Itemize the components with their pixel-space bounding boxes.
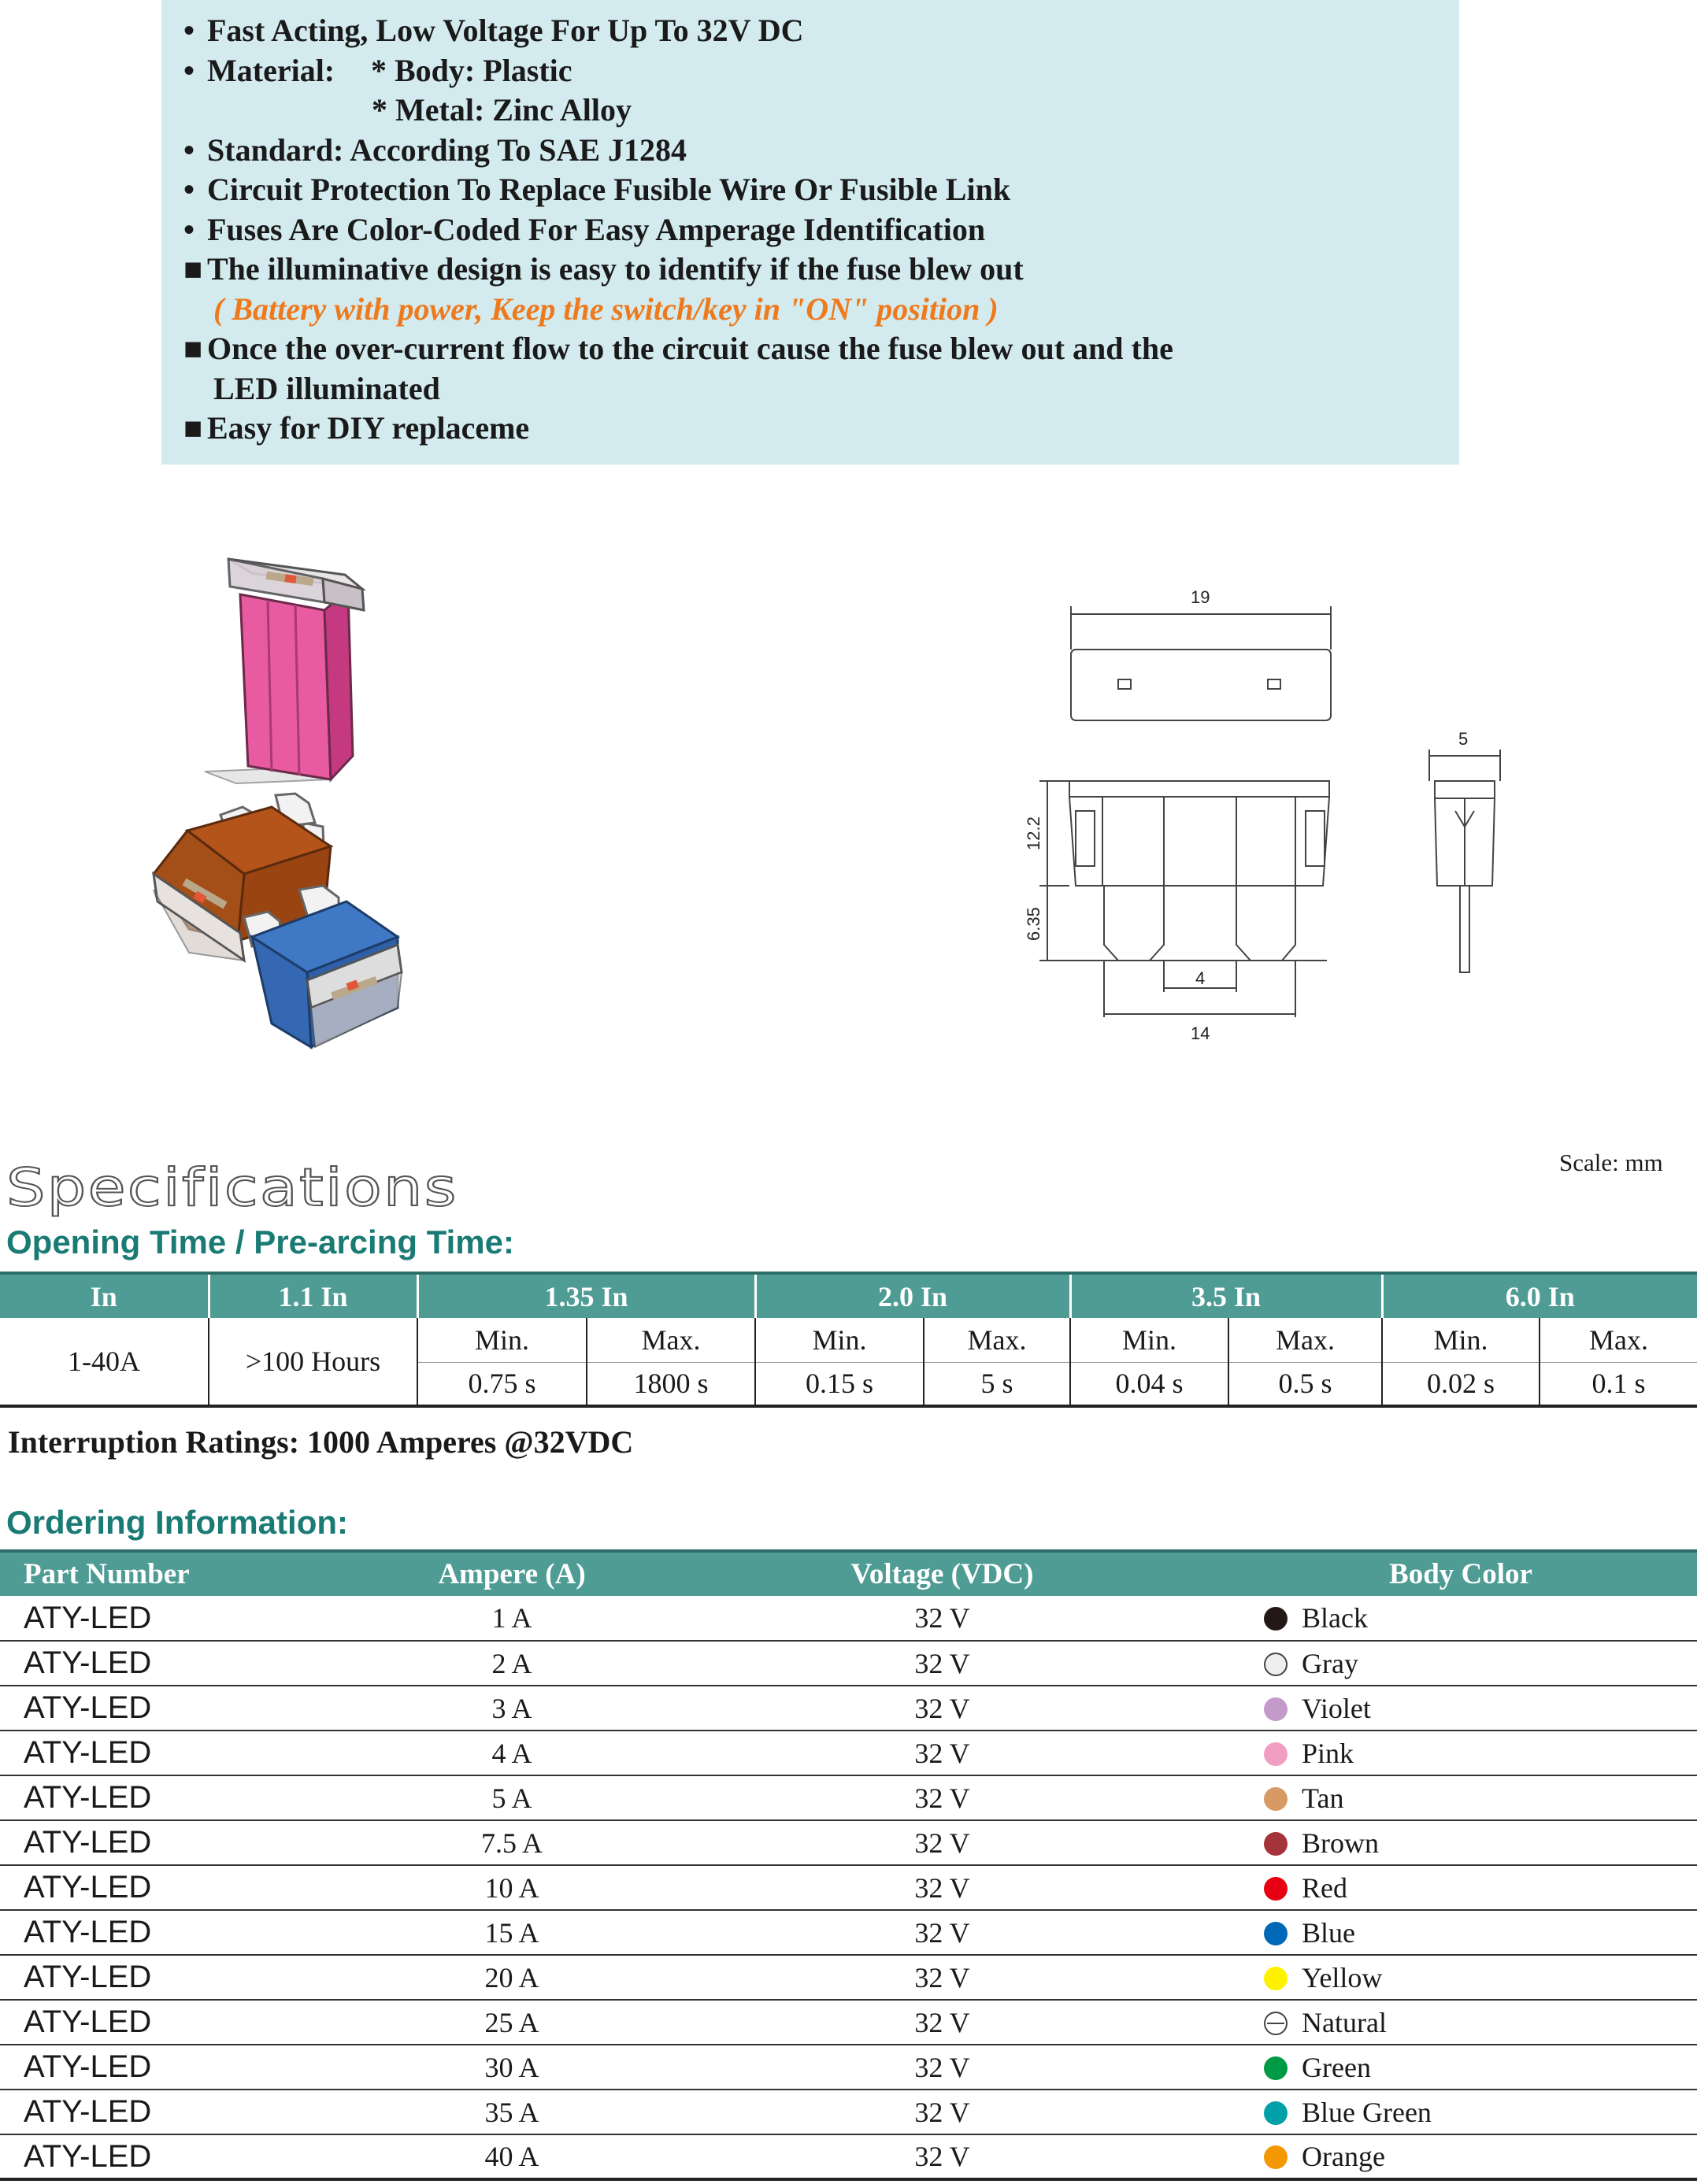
- body-color-cell: [1225, 1686, 1697, 1731]
- color-swatch-icon: [1264, 1607, 1288, 1631]
- color-swatch-icon: [1264, 1967, 1288, 1990]
- body-color-label: Brown: [1302, 1827, 1379, 1859]
- bullet-square: ■: [183, 331, 203, 366]
- time-value: 0.5 s: [1228, 1362, 1382, 1406]
- dim-body-height: 12.2: [1024, 816, 1043, 850]
- header-2-0-in: 2.0 In: [755, 1273, 1070, 1318]
- bullet-dot: •: [183, 172, 195, 207]
- min-label: Min.: [1070, 1318, 1228, 1362]
- table-row: [0, 2134, 1697, 2179]
- part-number-cell: ATY-LED: [0, 1910, 364, 1955]
- part-number-cell: ATY-LED: [0, 1775, 364, 1820]
- time-value: 1800 s: [587, 1362, 755, 1406]
- ampere-cell: 40 A: [364, 2134, 660, 2179]
- ampere-cell: 3 A: [364, 1686, 660, 1731]
- header-3-5-in: 3.5 In: [1070, 1273, 1382, 1318]
- time-value: 0.75 s: [417, 1362, 587, 1406]
- voltage-cell: 32 V: [660, 1686, 1225, 1731]
- part-number-cell: ATY-LED: [0, 2134, 364, 2179]
- feature-overcurrent-continued: LED illuminated: [213, 370, 440, 406]
- time-value: 0.04 s: [1070, 1362, 1228, 1406]
- table-row: [0, 2045, 1697, 2090]
- table-row: [0, 2000, 1697, 2045]
- bullet-dot: •: [183, 211, 195, 247]
- bullet-square: ■: [183, 410, 203, 446]
- table-row: [0, 1865, 1697, 1910]
- max-label: Max.: [1540, 1318, 1697, 1362]
- part-number-cell: ATY-LED: [0, 2045, 364, 2090]
- min-label: Min.: [755, 1318, 924, 1362]
- max-label: Max.: [1228, 1318, 1382, 1362]
- max-label: Max.: [587, 1318, 755, 1362]
- color-swatch-icon: [1264, 1787, 1288, 1811]
- ampere-cell: 25 A: [364, 2000, 660, 2045]
- table-row: [0, 1686, 1697, 1731]
- voltage-cell: 32 V: [660, 1865, 1225, 1910]
- ampere-cell: 4 A: [364, 1731, 660, 1775]
- color-swatch-icon: [1264, 2056, 1288, 2080]
- table-row: [0, 1731, 1697, 1775]
- ampere-cell: 30 A: [364, 2045, 660, 2090]
- header-1-35-in: 1.35 In: [417, 1273, 755, 1318]
- dim-blade-height: 6.35: [1024, 907, 1043, 941]
- part-number-cell: ATY-LED: [0, 1596, 364, 1641]
- body-color-cell: [1225, 1865, 1697, 1910]
- bullet-dot: •: [183, 131, 195, 168]
- feature-standard: • Standard: According To SAE J1284: [183, 131, 1459, 171]
- header-6-0-in: 6.0 In: [1382, 1273, 1697, 1318]
- ampere-cell: 1 A: [364, 1596, 660, 1641]
- color-swatch-icon: [1264, 1653, 1288, 1676]
- body-color-cell: [1225, 2045, 1697, 2090]
- voltage-cell: 32 V: [660, 1775, 1225, 1820]
- ordering-info-title: Ordering Information:: [6, 1504, 348, 1541]
- body-color-cell: [1225, 1731, 1697, 1775]
- voltage-cell: 32 V: [660, 2045, 1225, 2090]
- voltage-cell: 32 V: [660, 1820, 1225, 1865]
- fuse-product-illustration: [142, 543, 724, 1094]
- dim-thickness: 5: [1458, 729, 1469, 749]
- color-swatch-icon: [1264, 2101, 1288, 2125]
- scale-note: Scale: mm: [1559, 1149, 1663, 1176]
- color-swatch-icon: [1264, 1877, 1288, 1901]
- part-number-cell: ATY-LED: [0, 1686, 364, 1731]
- voltage-cell: 32 V: [660, 1910, 1225, 1955]
- part-number-cell: ATY-LED: [0, 1820, 364, 1865]
- bullet-dot: •: [183, 52, 195, 88]
- feature-list: [161, 0, 1459, 465]
- table-row: [0, 2090, 1697, 2134]
- body-color-cell: [1225, 2090, 1697, 2134]
- part-number-cell: ATY-LED: [0, 1865, 364, 1910]
- body-color-cell: [1225, 1596, 1697, 1641]
- ampere-cell: 15 A: [364, 1910, 660, 1955]
- max-label: Max.: [924, 1318, 1070, 1362]
- body-color-label: Violet: [1302, 1692, 1371, 1724]
- ampere-cell: 10 A: [364, 1865, 660, 1910]
- table-row: [0, 1910, 1697, 1955]
- header-body-color: Body Color: [1225, 1551, 1697, 1596]
- voltage-cell: 32 V: [660, 2090, 1225, 2134]
- part-number-cell: ATY-LED: [0, 2090, 364, 2134]
- header-part-number: Part Number: [0, 1551, 364, 1596]
- voltage-cell: 32 V: [660, 2000, 1225, 2045]
- header-in: In: [0, 1273, 209, 1318]
- table-row: [0, 1820, 1697, 1865]
- min-label: Min.: [1382, 1318, 1540, 1362]
- body-color-label: Black: [1302, 1602, 1368, 1634]
- dim-width: 19: [1191, 587, 1210, 607]
- feature-illuminative: ■ The illuminative design is easy to identify if the fuse blew out: [183, 250, 1459, 290]
- voltage-cell: 32 V: [660, 1731, 1225, 1775]
- bullet-square: ■: [183, 251, 203, 287]
- body-color-cell: [1225, 1955, 1697, 2000]
- interruption-rating: Interruption Ratings: 1000 Amperes @32VDC: [8, 1424, 634, 1460]
- body-color-label: Orange: [1302, 2141, 1385, 2172]
- body-color-label: Yellow: [1302, 1961, 1383, 1993]
- body-color-label: Natural: [1302, 2006, 1387, 2038]
- in-value-cell: 1-40A: [0, 1318, 209, 1406]
- time-value: 5 s: [924, 1362, 1070, 1406]
- color-swatch-icon: [1264, 1922, 1288, 1945]
- part-number-cell: ATY-LED: [0, 1955, 364, 2000]
- body-color-label: Red: [1302, 1871, 1347, 1904]
- dim-overall-width: 14: [1191, 1024, 1210, 1043]
- color-swatch-icon: [1264, 2145, 1288, 2169]
- voltage-cell: 32 V: [660, 2134, 1225, 2179]
- body-color-label: Tan: [1302, 1782, 1344, 1814]
- feature-color-coded: • Fuses Are Color-Coded For Easy Amperage Identification: [183, 210, 1459, 250]
- ampere-cell: 5 A: [364, 1775, 660, 1820]
- color-swatch-icon: [1264, 2012, 1288, 2035]
- time-value: 0.1 s: [1540, 1362, 1697, 1406]
- bullet-dot: •: [183, 13, 195, 48]
- ampere-cell: 35 A: [364, 2090, 660, 2134]
- part-number-cell: ATY-LED: [0, 1731, 364, 1775]
- color-swatch-icon: [1264, 1742, 1288, 1766]
- body-color-cell: [1225, 1910, 1697, 1955]
- color-swatch-icon: [1264, 1832, 1288, 1856]
- ordering-table-body: [0, 1596, 1697, 2179]
- feature-overcurrent: ■ Once the over-current flow to the circuit cause the fuse blew out and the: [183, 329, 1459, 369]
- body-color-cell: [1225, 1775, 1697, 1820]
- header-voltage: Voltage (VDC): [660, 1551, 1225, 1596]
- part-number-cell: ATY-LED: [0, 1641, 364, 1686]
- feature-circuit-protection: • Circuit Protection To Replace Fusible Wire Or Fusible Link: [183, 170, 1459, 210]
- body-color-label: Blue: [1302, 1916, 1355, 1949]
- feature-fast-acting: • Fast Acting, Low Voltage For Up To 32V DC: [183, 11, 1459, 51]
- color-swatch-icon: [1264, 1697, 1288, 1721]
- voltage-cell: 32 V: [660, 1641, 1225, 1686]
- ordering-table: [0, 1549, 1697, 2181]
- opening-time-title: Opening Time / Pre-arcing Time:: [6, 1223, 514, 1260]
- body-color-label: Green: [1302, 2051, 1371, 2083]
- body-color-cell: [1225, 1641, 1697, 1686]
- hours-value-cell: >100 Hours: [209, 1318, 417, 1406]
- fuse-dimension-drawing: [976, 575, 1528, 1126]
- feature-battery-note: ( Battery with power, Keep the switch/key in "ON" position ): [213, 291, 999, 327]
- time-value: 0.15 s: [755, 1362, 924, 1406]
- ampere-cell: 2 A: [364, 1641, 660, 1686]
- min-label: Min.: [417, 1318, 587, 1362]
- voltage-cell: 32 V: [660, 1596, 1225, 1641]
- header-1-1-in: 1.1 In: [209, 1273, 417, 1318]
- body-color-label: Gray: [1302, 1647, 1358, 1679]
- specifications-heading: Specifications: [6, 1157, 458, 1218]
- body-color-label: Pink: [1302, 1737, 1354, 1769]
- opening-time-table: [0, 1272, 1697, 1408]
- time-value: 0.02 s: [1382, 1362, 1540, 1406]
- feature-material: • Material: * Body: Plastic: [183, 51, 1459, 91]
- table-row: [0, 1775, 1697, 1820]
- body-color-cell: [1225, 1820, 1697, 1865]
- ampere-cell: 20 A: [364, 1955, 660, 2000]
- table-row: [0, 1596, 1697, 1641]
- header-ampere: Ampere (A): [364, 1551, 660, 1596]
- voltage-cell: 32 V: [660, 1955, 1225, 2000]
- body-color-cell: [1225, 2000, 1697, 2045]
- body-color-cell: [1225, 2134, 1697, 2179]
- dim-blade-gap: 4: [1195, 968, 1206, 988]
- part-number-cell: ATY-LED: [0, 2000, 364, 2045]
- body-color-label: Blue Green: [1302, 2096, 1432, 2128]
- feature-material-metal: * Metal: Zinc Alloy: [372, 92, 632, 128]
- ampere-cell: 7.5 A: [364, 1820, 660, 1865]
- feature-diy: ■ Easy for DIY replaceme: [183, 409, 1459, 449]
- table-row: [0, 1641, 1697, 1686]
- table-row: [0, 1955, 1697, 2000]
